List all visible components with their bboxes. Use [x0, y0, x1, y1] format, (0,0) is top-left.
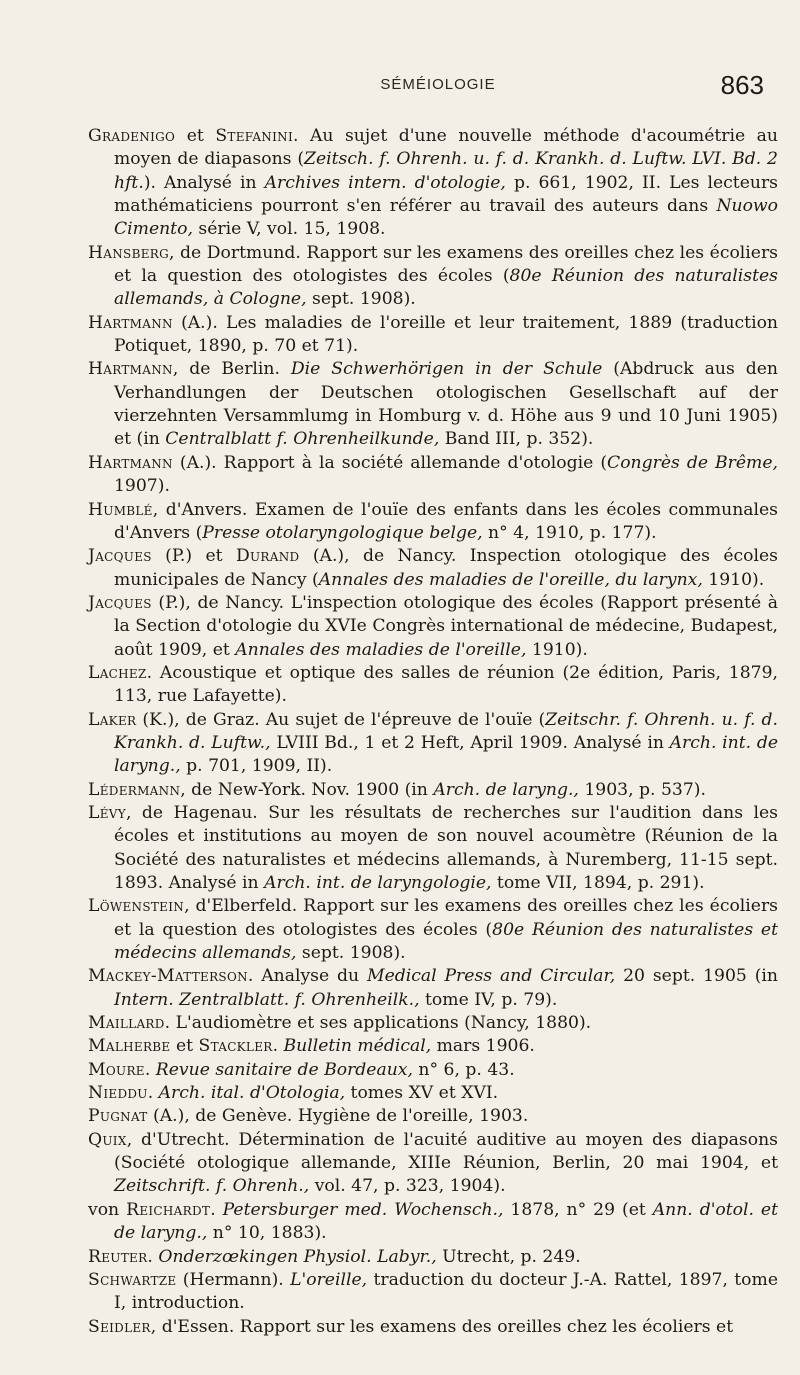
bibliography-entry: [88, 1129, 778, 1199]
entry-italic-text: 80e Réunion des naturalistes et médecins allemands,: [114, 919, 778, 964]
entry-italic-text: Centralblatt f. Ohrenheilkunde,: [165, 429, 440, 450]
entry-author: Nieddu: [88, 1083, 148, 1104]
entry-author: Jacques: [88, 592, 152, 613]
entry-text: (K.), de Graz. Au sujet de l'épreuve de l'ouïe (: [136, 709, 546, 730]
bibliography-entry: [88, 545, 778, 592]
bibliography-entry: [88, 358, 778, 451]
bibliography-entry: [88, 452, 778, 499]
entry-text: traduction du docteur J.-A. Rattel, 1897, tome I, introduction.: [114, 1269, 778, 1314]
entry-author: Hansberg: [88, 242, 169, 263]
entry-text: n° 6, p. 43.: [412, 1059, 515, 1080]
bibliography-entry: [88, 709, 778, 779]
entry-text: tome VII, 1894, p. 291).: [491, 873, 705, 893]
entry-author: Durand: [235, 546, 300, 567]
entry-text: .: [144, 1059, 156, 1080]
bibliography-entry: [88, 1082, 778, 1105]
bibliography-entry: [88, 1012, 778, 1035]
entry-author: Schwartze: [88, 1269, 177, 1290]
entry-text: . L'audiomètre et ses applications (Nancy, 1880).: [164, 1013, 592, 1034]
bibliography-entry: [88, 895, 778, 965]
entry-italic-text: Archives intern. d'otologie,: [264, 172, 506, 193]
running-head: [112, 70, 764, 110]
entry-author: Jacques: [88, 546, 152, 567]
entry-text: mars 1906.: [431, 1036, 535, 1057]
entry-text: p. 701, 1909, II).: [180, 756, 333, 777]
bibliography-entry: [88, 1035, 778, 1058]
entry-text: tome IV, p. 79).: [419, 989, 558, 1010]
entry-author: Hartmann: [88, 452, 173, 473]
entry-author: Humblé: [88, 499, 153, 520]
entry-text: 1907).: [114, 476, 170, 497]
entry-text: .: [147, 1246, 159, 1267]
entry-italic-text: L'oreille,: [290, 1269, 368, 1290]
entry-author: Malherbe: [88, 1036, 171, 1057]
entry-italic-text: Intern. Zentralblatt. f. Ohrenheilk.,: [114, 989, 420, 1010]
bibliography-entry: [88, 1246, 778, 1269]
entry-italic-text: Medical Press and Circular,: [366, 966, 616, 987]
entry-italic-text: Zeitschrift. f. Ohrenh.,: [114, 1176, 310, 1197]
entry-text: , d'Elberfeld. Rapport sur les examens des oreilles chez les écoliers et la question des otologistes des écoles (: [114, 896, 778, 940]
entry-text: (A.), de Genève. Hygiène de l'oreille, 1903.: [147, 1106, 529, 1127]
entry-text: von: [88, 1199, 127, 1220]
page-number: 863: [720, 70, 764, 100]
entry-text: série V, vol. 15, 1908.: [192, 219, 386, 240]
entry-italic-text: Arch. int. de laryngologie,: [264, 873, 492, 893]
entry-text: ). Analysé in: [143, 172, 265, 193]
entry-author: Hartmann: [88, 359, 173, 380]
entry-author: Quix: [88, 1129, 127, 1150]
entry-text: 1878, n° 29 (et: [503, 1199, 653, 1220]
entry-text: .: [147, 1083, 159, 1104]
entry-text: 1910).: [526, 639, 588, 660]
entry-author: Löwenstein: [88, 896, 185, 917]
entry-italic-text: Nuowo Cimento,: [114, 196, 778, 240]
bibliography-entry: [88, 1199, 778, 1246]
entry-italic-text: Presse otolaryngologique belge,: [202, 522, 483, 543]
bibliography-entry: [88, 965, 778, 1012]
bibliography-entry: [88, 1105, 778, 1128]
entry-author: Stackler: [198, 1036, 273, 1057]
entry-italic-text: 80e Réunion des naturalistes allemands, à Cologne,: [114, 266, 779, 310]
entry-text: . Acoustique et optique des salles de réunion (2e édition, Paris, 1879, 113, rue Lafayette).: [114, 662, 778, 707]
entry-italic-text: Arch. int. de laryng.,: [114, 732, 778, 777]
entry-italic-text: Revue sanitaire de Bordeaux,: [155, 1059, 413, 1080]
entry-text: (Hermann).: [176, 1269, 291, 1290]
entry-author: Pugnat: [88, 1106, 148, 1127]
entry-italic-text: Die Schwerhörigen in der Schule: [290, 359, 603, 380]
entry-text: (A.), de Nancy. Inspection otologique des écoles municipales de Nancy (: [114, 546, 778, 590]
entry-text: vol. 47, p. 323, 1904).: [309, 1176, 506, 1197]
entry-italic-text: Zeitschr. f. Ohrenh. u. f. d. Krankh. d. Luftw.,: [114, 709, 778, 753]
entry-text: n° 4, 1910, p. 177).: [482, 522, 657, 543]
entry-text: .: [272, 1036, 284, 1057]
entry-text: , de Dortmund. Rapport sur les examens des oreilles chez les écoliers et la question des otologistes des écoles (: [114, 242, 778, 287]
entry-author: Gradenigo: [88, 126, 176, 146]
entry-italic-text: Annales des maladies de l'oreille, du larynx,: [318, 569, 703, 590]
entry-text: , d'Anvers. Examen de l'ouïe des enfants dans les écoles communales d'Anvers (: [114, 499, 778, 543]
entry-italic-text: Annales des maladies de l'oreille,: [235, 639, 527, 660]
entry-author: Moure: [88, 1059, 145, 1080]
entry-author: Hartmann: [88, 312, 173, 333]
entry-author: Stefanini: [215, 126, 293, 146]
entry-text: (P.) et: [151, 546, 236, 567]
entry-text: , de New-York. Nov. 1900 (in: [180, 779, 434, 800]
entry-italic-text: Onderzœkingen Physiol. Labyr.,: [158, 1246, 437, 1267]
entry-italic-text: Bulletin médical,: [283, 1036, 432, 1057]
bibliography-entry: [88, 662, 778, 709]
bibliography-entry: [88, 1316, 778, 1339]
entry-author: Reichardt: [126, 1199, 211, 1220]
entry-italic-text: Petersburger med. Wochensch.,: [222, 1199, 504, 1220]
entry-text: (Abdruck aus den Verhandlungen der Deutschen otologischen Gesellschaft auf der vierzehnten Versammlumg in Homburg v. d. Höhe aus 9 und 10 Juni 1905) et (in: [114, 359, 778, 450]
bibliography-list: [88, 125, 778, 1339]
entry-author: Seidler: [88, 1316, 151, 1337]
entry-text: LVIII Bd., 1 et 2 Heft, April 1909. Analysé in: [270, 732, 670, 753]
entry-author: Lachez: [88, 662, 147, 683]
entry-author: Mackey-Matterson: [88, 966, 248, 987]
entry-text: Utrecht, p. 249.: [436, 1246, 581, 1267]
entry-text: (A.). Les maladies de l'oreille et leur traitement, 1889 (traduction Potiquet, 1890, p. 70 et 71).: [114, 312, 778, 357]
bibliography-entry: [88, 802, 778, 895]
entry-text: , d'Utrecht. Détermination de l'acuité auditive au moyen des diapasons (Société otologique allemande, XIIIe Réunion, Berlin, 20 mai 1904, et: [114, 1129, 778, 1174]
entry-author: Lédermann: [88, 779, 181, 800]
entry-text: 1910).: [702, 569, 765, 590]
entry-text: (A.). Rapport à la société allemande d'otologie (: [172, 452, 608, 473]
section-title: SÉMÉIOLOGIE: [380, 76, 496, 93]
entry-text: 1903, p. 537).: [578, 779, 706, 800]
entry-text: , d'Essen. Rapport sur les examens des oreilles chez les écoliers et: [150, 1316, 734, 1337]
entry-italic-text: Ann. d'otol. et de laryng.,: [114, 1199, 779, 1244]
entry-text: 20 sept. 1905 (in: [615, 966, 778, 987]
bibliography-entry: [88, 125, 778, 242]
entry-text: sept. 1908).: [306, 289, 416, 310]
entry-italic-text: Congrès de Brême,: [607, 452, 778, 473]
entry-text: , de Berlin.: [172, 359, 291, 380]
entry-text: (P.), de Nancy. L'inspection otologique des écoles (Rapport présenté à la Section d'otologie du XVIe Congrès international de médecine, Budapest, août 1909, et: [114, 592, 778, 660]
entry-text: et: [170, 1036, 199, 1057]
entry-text: . Analyse du: [247, 966, 367, 987]
entry-text: p. 661, 1902, II. Les lecteurs mathématiciens pourront s'en référer au travail des auteurs dans: [114, 172, 778, 217]
bibliography-entry: [88, 779, 778, 802]
entry-text: n° 10, 1883).: [207, 1223, 327, 1244]
bibliography-entry: [88, 1059, 778, 1082]
entry-author: Lévy: [88, 802, 126, 823]
entry-author: Reuter: [88, 1246, 148, 1267]
entry-text: sept. 1908).: [296, 943, 406, 964]
entry-author: Laker: [88, 709, 137, 730]
bibliography-entry: [88, 592, 778, 662]
entry-italic-text: Arch. ital. d'Otologia,: [158, 1083, 346, 1104]
bibliography-entry: [88, 312, 778, 359]
entry-text: . Au sujet d'une nouvelle méthode d'acoumétrie au moyen de diapasons (: [114, 126, 778, 170]
bibliography-entry: [88, 499, 778, 546]
entry-italic-text: Arch. de laryng.,: [433, 779, 579, 800]
entry-text: , de Hagenau. Sur les résultats de recherches sur l'audition dans les écoles et institutions au moyen de son nouvel acoumètre (Réunion de la Société des naturalistes et médecins allemands, à Nuremberg, 11-15 sept. 1893. Analysé in: [114, 802, 778, 893]
entry-italic-text: Zeitsch. f. Ohrenh. u. f. d. Krankh. d. Luftw. LVI. Bd. 2 hft.: [114, 149, 778, 193]
bibliography-entry: [88, 1269, 778, 1316]
entry-text: et: [175, 126, 216, 146]
bibliography-entry: [88, 242, 778, 312]
entry-text: .: [210, 1199, 223, 1220]
entry-text: Band III, p. 352).: [439, 429, 594, 450]
entry-text: tomes XV et XVI.: [345, 1083, 499, 1104]
entry-author: Maillard: [88, 1013, 165, 1034]
